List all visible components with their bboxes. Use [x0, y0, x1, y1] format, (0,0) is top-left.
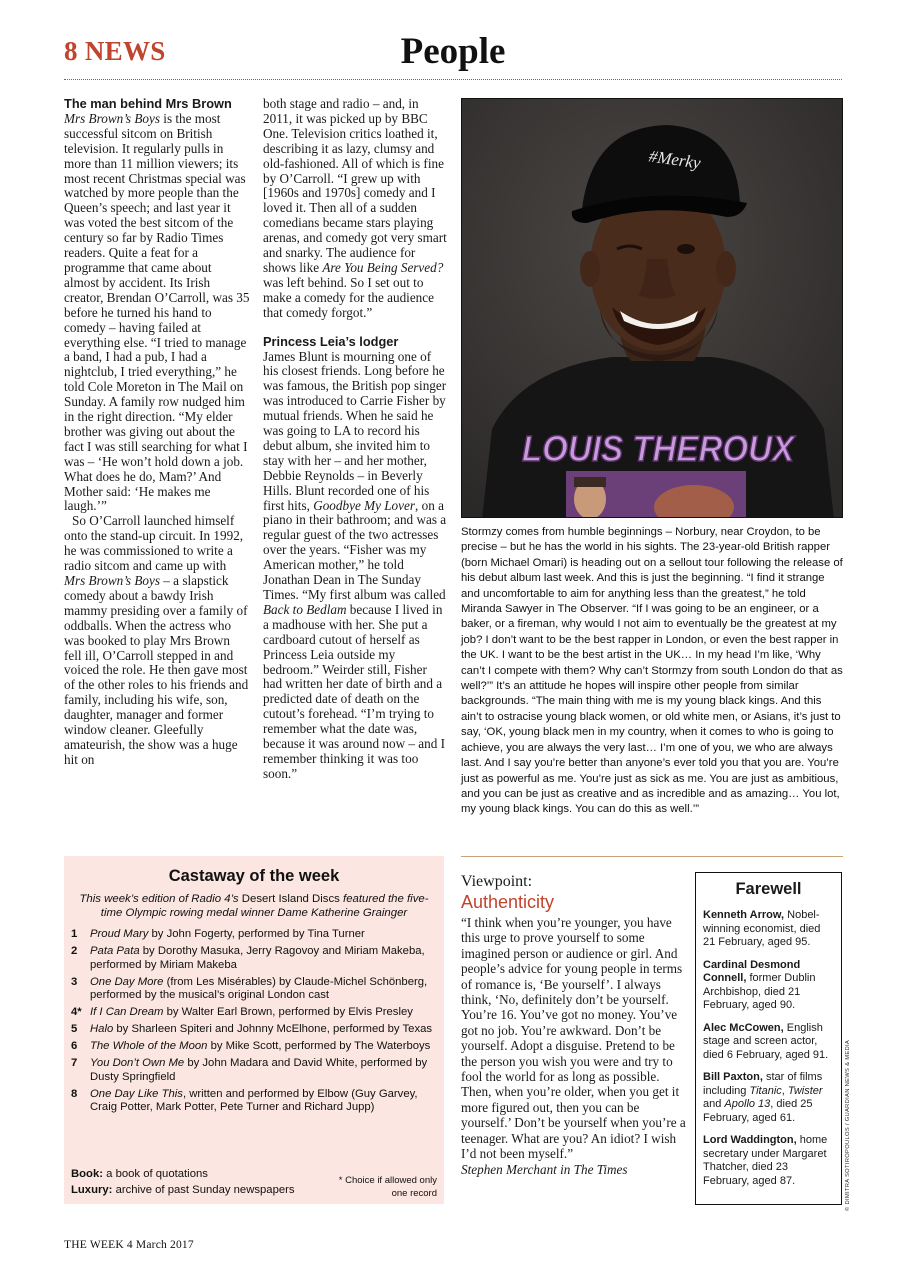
album-title: Back to Bedlam	[263, 601, 347, 617]
obituary-name: Kenneth Arrow,	[703, 909, 785, 921]
photo-caption: Stormzy comes from humble beginnings – Norbury, near Croydon, to be precise – but he has the world in his sights. The 23-year-old British rapper (born Michael Omari) is heading out on a sellout tour following the release of his debut album last week. And this is just the beginning. “I find it strange and uncomfortable to aim for anything less than the greatest,” he told Miranda Sawyer in The Observer. “If I was going to be an engineer, or a baker, or a fireman, why would I not aim to eventually be the greatest at my job? I don’t want to be the best rapper in London, or even the best rapper in the UK. I want to be the best artist in the UK… In my head I’m like, ‘Why can’t I compete with them? Why can’t Stormzy from south London do that as well?’” It’s an attitude he hopes will inspire other people from similar backgrounds. “The main thing with me is my young black kings. And this ain’t to ostracise young black women, or old white men, or Asians, it’s just to say, ‘OK, young black men in my country, when it comes to who is going to achieve, you are always the very last… I’m one of you, we who are always last. And I say you’re better than anyone’s ever told you that you are. You’re just as powerful as me. You’re just as sick as me. You are just as ambitious, and you can be just as creative and as incredible and as amazing… You lot, my young black kings. You can do this as well.’”	[461, 526, 843, 816]
programme-title: Desert Island Discs	[241, 893, 340, 905]
record-details: by Mike Scott, performed by The Waterboys	[207, 1040, 431, 1052]
record-details: (from Les Misérables) by Claude-Michel Schönberg, performed by the musical’s original London cast	[90, 975, 428, 1001]
record-title: You Don’t Own Me	[90, 1057, 185, 1069]
photo-illustration	[462, 99, 843, 518]
castaway-record-list	[71, 928, 437, 1118]
article-heading-princess-leia: Princess Leia’s lodger	[263, 333, 399, 349]
record-number: 8	[71, 1087, 78, 1100]
paragraph-text: James Blunt is mourning one of his closest friends. Long before he was famous, the British pop singer was introduced to Carrie Fisher by mutual friends. When he said he was going to LA to record his debut album, she invited him to stay with her – and her mother, Debbie Reynolds – in Beverly Hills. Blunt recorded one of his first hits,	[263, 348, 447, 513]
record-title: Halo	[90, 1023, 114, 1035]
song-title: Goodbye My Lover	[313, 497, 415, 513]
record-number: 1	[71, 928, 78, 940]
shirt-text: LOUIS THEROUX	[521, 429, 795, 470]
spacer	[263, 321, 449, 335]
record-item	[71, 928, 437, 942]
show-title: Mrs Brown’s Boys	[64, 573, 160, 588]
record-item	[71, 976, 437, 1003]
record-number: 6	[71, 1040, 78, 1052]
article-paragraph	[64, 514, 250, 767]
paragraph-text: So O’Carroll launched himself onto the stand-up circuit. In 1992, he was commissioned to write a radio sitcom and came up with	[64, 513, 244, 574]
paragraph-text: , on a piano in their bathroom; and was a regular guest of the two actresses over the years. “Fisher was my American mother,” he told Jonathan Dean in The Sunday Times. “My first album was called	[263, 497, 447, 602]
record-title: Proud Mary	[90, 928, 149, 940]
record-number: 3	[71, 975, 78, 988]
article-heading-mrs-brown: The man behind Mrs Brown	[64, 96, 232, 111]
obituary-text: former Dublin Archbishop, died 21 February, aged 90.	[703, 972, 816, 1011]
record-details: by Walter Earl Brown, performed by Elvis Presley	[163, 1006, 413, 1018]
record-details: by Dorothy Masuka, Jerry Ragovoy and Miriam Makeba, performed by Miriam Makeba	[90, 945, 425, 971]
film-title: Titanic	[749, 1084, 782, 1097]
article-paragraph	[263, 350, 449, 782]
obituary-entry	[703, 959, 834, 1013]
article-paragraph	[64, 112, 250, 514]
record-details: by Sharleen Spiteri and Johnny McElhone, performed by Texas	[113, 1023, 433, 1035]
paragraph-text: – a slapstick comedy about a bawdy Irish mammy presiding over a family of oddballs. When the actress who was booked to play Mrs Brown fell ill, O’Carroll stepped in and voiced the role. He then gave most of the other roles to his friends and family, including his wife, son, daughter, manager and former window cleaner. Gleefully amateurish, the show was a huge hit on	[64, 573, 249, 767]
obituary-name: Cardinal Desmond Connell,	[703, 958, 801, 984]
luxury-text: archive of past Sunday newspapers	[112, 1184, 295, 1196]
article-paragraph	[263, 97, 449, 321]
divider-rule	[461, 856, 843, 857]
show-title: Are You Being Served?	[322, 259, 444, 275]
obituary-text: star of films including	[703, 1071, 823, 1097]
section-label: 8 NEWS	[64, 36, 166, 66]
record-title: The Whole of the Moon	[90, 1040, 208, 1052]
farewell-box	[695, 872, 842, 1205]
obituary-entry	[703, 909, 834, 950]
viewpoint-kicker: Viewpoint:	[461, 873, 533, 890]
record-title: One Day Like This	[90, 1087, 183, 1100]
castaway-title: Castaway of the week	[168, 867, 340, 885]
obituary-text: Nobel-winning economist, died 21 February, aged 95.	[703, 909, 821, 948]
record-item	[71, 1006, 437, 1020]
film-title: Apollo 13	[724, 1098, 771, 1110]
viewpoint-box	[461, 872, 686, 1178]
record-title: If I Can Dream	[90, 1006, 164, 1018]
obituary-text: , died 25 February, aged 61.	[703, 1098, 813, 1124]
book-line	[71, 1166, 295, 1182]
paragraph-text: is the most successful sitcom on British television. It regularly pulls in more than 11 million viewers; its most recent Christmas special was watched by more people than the Queen’s speech; and last year it was voted the best sitcom of the century so far by Radio Times readers. Quite a feat for a programme that came about almost by accident. Its Irish creator, Brendan O’Carroll, was 35 before he turned his hand to comedy – having failed at everything else. “I tried to manage a band, I had a pub, I had a nightclub, I tried everything,” he told Cole Moreton in The Mail on Sunday. A family row nudged him in the right direction. “My elder brother was giving out about the fact I was still searching for what I was – ‘He won’t hold down a job. What does he do, Mam?’ And Mother said: ‘He makes me laugh.’”	[64, 110, 250, 514]
obituary-text: ,	[781, 1084, 788, 1097]
record-number: 7	[71, 1057, 78, 1069]
page-title: People	[400, 31, 506, 72]
record-item	[71, 945, 437, 972]
obituary-text: home secretary under Margaret Thatcher, died 23 February, aged 87.	[703, 1134, 828, 1187]
obituary-name: Alec McCowen,	[703, 1021, 784, 1034]
page-footer: THE WEEK 4 March 2017	[64, 1239, 194, 1251]
luxury-label: Luxury:	[71, 1184, 113, 1196]
photo-credit: © DIMITRA SOTIROPOULOS / GUARDIAN NEWS & MEDIA	[845, 1039, 851, 1211]
intro-text: featured the five-time Olympic rowing medal winner Dame Katherine Grainger	[100, 893, 429, 919]
paragraph-text: was left behind. So I set out to make a comedy for the audience that comedy forgot.”	[263, 274, 434, 320]
obituary-text: English stage and screen actor, died 6 February, aged 91.	[703, 1021, 829, 1061]
viewpoint-title: Authenticity	[461, 892, 555, 912]
obituary-entry	[703, 1022, 834, 1063]
cap-logo-text: #Merky	[647, 146, 702, 173]
record-number: 4*	[71, 1006, 82, 1018]
page-header	[64, 30, 842, 80]
castaway-box	[64, 856, 444, 1204]
paragraph-text: because I lived in a madhouse with her. She put a cardboard cutout of herself as Princess Leia outside my bedroom.” Weirder still, Fisher had written her date of birth and a predicted date of death on the cutout’s forehead. “I’m trying to remember what the date was, because it was around now – and I remember thinking it was too soon.”	[263, 601, 446, 781]
farewell-title: Farewell	[735, 880, 802, 898]
record-item	[71, 1040, 437, 1054]
castaway-intro	[74, 892, 434, 920]
record-number: 5	[71, 1023, 78, 1035]
obituary-text: and	[703, 1098, 725, 1110]
record-item	[71, 1023, 437, 1037]
film-title: Twister	[787, 1084, 823, 1097]
obituary-entry	[703, 1134, 834, 1188]
castaway-extras	[71, 1166, 295, 1198]
article-col2	[263, 97, 449, 782]
record-number: 2	[71, 945, 78, 957]
record-item	[71, 1057, 437, 1084]
record-details: , written and performed by Elbow (Guy Garvey, Craig Potter, Mark Potter, Pete Turner and Richard Jupp)	[90, 1087, 418, 1113]
intro-text: This week’s edition of Radio 4’s	[79, 893, 242, 905]
obituary-entry	[703, 1071, 834, 1125]
article-mrs-brown-col1	[64, 97, 250, 768]
viewpoint-quote: “I think when you’re younger, you have this urge to prove yourself to some imagined person or audience or girl. And people’s advice for young people in terms of romance is, ‘Be yourself’. I always think, ‘No, definitely don’t be yourself. You’re 16. You’ve got no money. You’ve got no job. You’re awkward. Don’t be yourself. Adopt a disguise. Pretend to be the person you wish you were and try to fool the world for as long as possible. Then, when you’re older, when you get it more figured out, then you can be yourself.’ Don’t be yourself when you’re a teenager. What are you? An idiot? I wish I’d not been myself.”	[461, 915, 686, 1162]
show-title: Mrs Brown’s Boys	[64, 110, 160, 126]
record-details: by John Fogerty, performed by Tina Turner	[148, 928, 365, 940]
record-item	[71, 1088, 437, 1115]
luxury-line	[71, 1182, 295, 1198]
record-title: Pata Pata	[90, 945, 140, 957]
stormzy-photo	[461, 98, 843, 518]
record-title: One Day More	[90, 975, 164, 988]
book-label: Book:	[71, 1168, 104, 1180]
castaway-footnote: * Choice if allowed only one record	[338, 1175, 437, 1199]
book-text: a book of quotations	[103, 1168, 208, 1180]
paragraph-text: both stage and radio – and, in 2011, it was picked up by BBC One. Television critics loathed it, describing it as lazy, clumsy and old-fashioned. All of which is fine by O’Carroll. “I grew up with [1960s and 1970s] comedy and I loved it. Then all of a sudden comedians became stars playing arenas, and comedy got very smart and snarky. The audience for shows like	[263, 96, 447, 275]
record-details: by John Madara and David White, performed by Dusty Springfield	[90, 1057, 428, 1083]
obituary-name: Lord Waddington,	[703, 1134, 797, 1146]
viewpoint-source: Stephen Merchant in The Times	[461, 1161, 628, 1177]
obituary-name: Bill Paxton,	[703, 1071, 763, 1083]
